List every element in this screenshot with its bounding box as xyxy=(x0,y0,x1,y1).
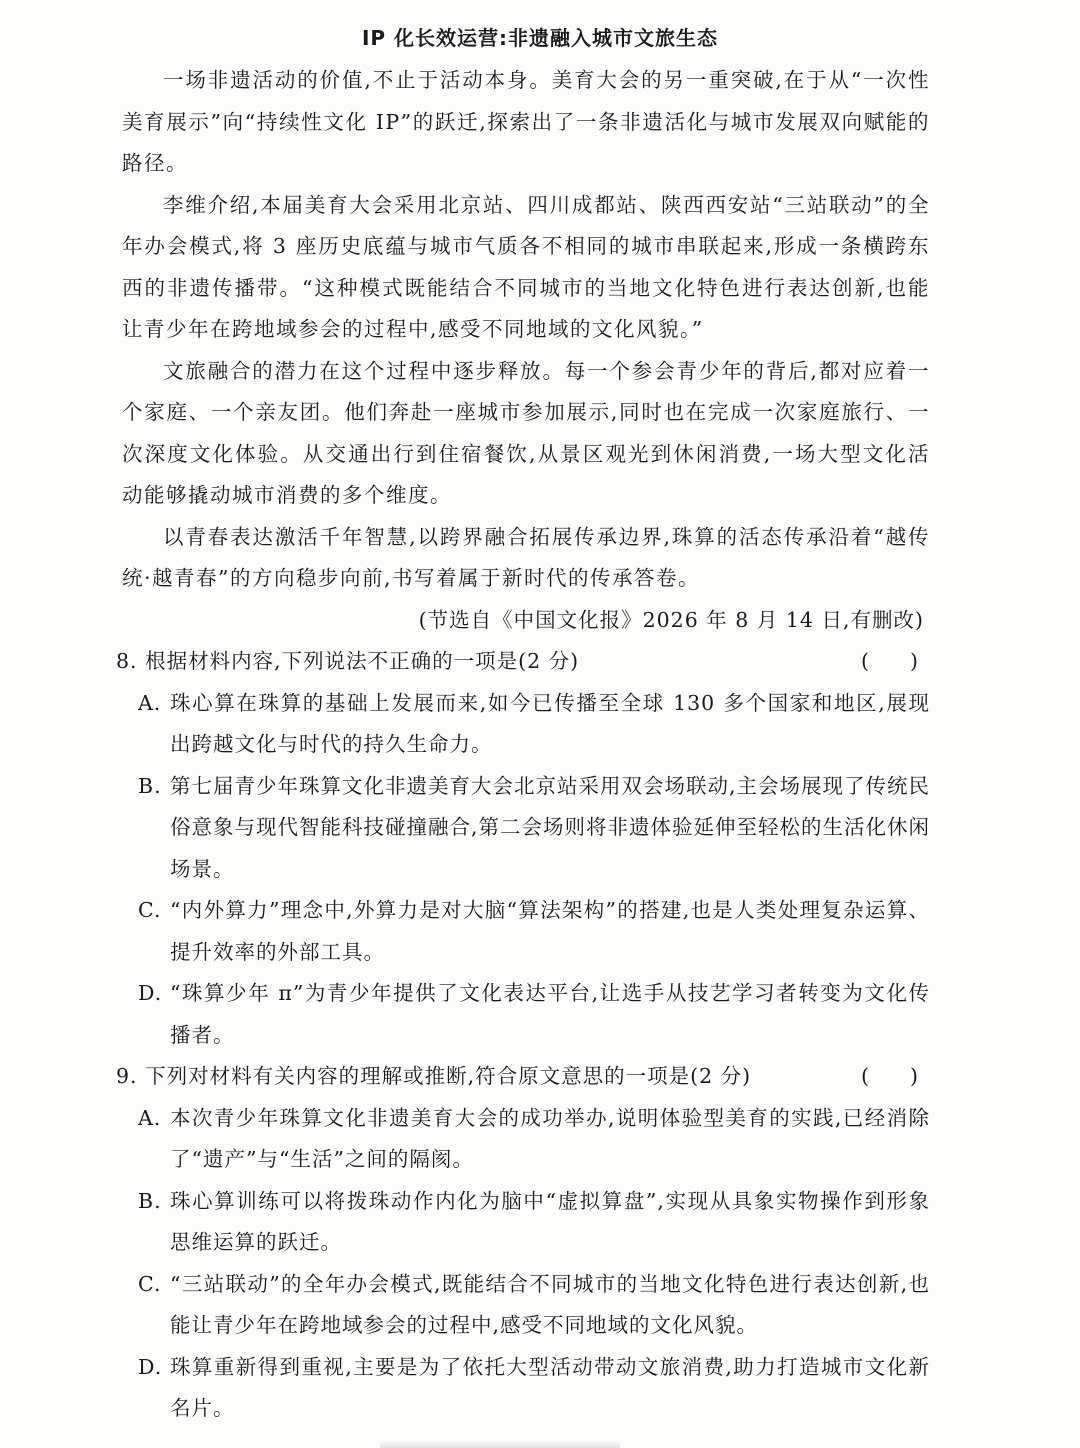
option-a xyxy=(138,683,930,766)
question-stem xyxy=(116,641,930,683)
section-title: IP 化长效运营:非遗融入城市文旅生态 xyxy=(361,26,719,50)
question-stem-text: 8. 根据材料内容,下列说法不正确的一项是(2 分) xyxy=(116,649,580,673)
option-letter: D. xyxy=(138,981,163,1005)
paragraph: 一场非遗活动的价值,不止于活动本身。美育大会的另一重突破,在于从“一次性美育展示”向“持续性文化 IP”的跃迁,探索出了一条非遗活化与城市发展双向赋能的路径。 xyxy=(122,68,930,175)
option-c xyxy=(138,1264,930,1347)
option-letter: D. xyxy=(138,1354,163,1379)
question-8 xyxy=(116,641,931,1056)
option-letter: A. xyxy=(138,1105,162,1130)
option-text: “内外算力”理念中,外算力是对大脑“算法架构”的搭建,也是人类处理复杂运算、提升效率的外部工具。 xyxy=(170,898,930,964)
option-d xyxy=(138,973,930,1056)
option-text: 珠心算训练可以将拨珠动作内化为脑中“虚拟算盘”,实现从具象实物操作到形象思维运算的跃迁。 xyxy=(170,1188,930,1254)
option-b xyxy=(138,1181,930,1264)
paragraph: 文旅融合的潜力在这个过程中逐步释放。每一个参会青少年的背后,都对应着一个家庭、一个亲友团。他们奔赴一座城市参加展示,同时也在完成一次家庭旅行、一次深度文化体验。从交通出行到住宿餐饮,从景区观光到休闲消费,一场大型文化活动能够撬动城市消费的多个维度。 xyxy=(122,358,930,507)
option-a xyxy=(138,1098,930,1181)
question-9 xyxy=(116,1056,930,1430)
question-stem xyxy=(116,1056,930,1098)
article-body xyxy=(116,60,931,1430)
question-stem-text: 9. 下列对材料有关内容的理解或推断,符合原文意思的一项是(2 分) xyxy=(116,1064,752,1088)
option-text: “三站联动”的全年办会模式,既能结合不同城市的当地文化特色进行表达创新,也能让青少年在跨地域参会的过程中,感受不同地域的文化风貌。 xyxy=(170,1271,930,1337)
option-text: 本次青少年珠算文化非遗美育大会的成功举办,说明体验型美育的实践,已经消除了“遗产”与“生活”之间的隔阂。 xyxy=(170,1105,930,1171)
option-b xyxy=(138,766,930,891)
paragraph: 李维介绍,本届美育大会采用北京站、四川成都站、陕西西安站“三站联动”的全年办会模式,将 3 座历史底蕴与城市气质各不相同的城市串联起来,形成一条横跨东西的非遗传播带。“这种模式既能结合不同城市的当地文化特色进行表达创新,也能让青少年在跨地域参会的过程中,感受不同地域的文化风貌。” xyxy=(122,192,930,341)
source-citation: (节选自《中国文化报》2026 年 8 月 14 日,有删改) xyxy=(418,607,924,632)
option-d xyxy=(138,1347,930,1430)
answer-blank: ( ) xyxy=(861,1064,918,1088)
option-letter: B. xyxy=(138,773,162,798)
option-letter: B. xyxy=(138,1188,162,1213)
option-text: 珠心算在珠算的基础上发展而来,如今已传播至全球 130 多个国家和地区,展现出跨越文化与时代的持久生命力。 xyxy=(170,690,930,756)
option-c xyxy=(138,890,930,973)
paragraph: 以青春表达激活千年智慧,以跨界融合拓展传承边界,珠算的活态传承沿着“越传统·越青春”的方向稳步向前,书写着属于新时代的传承答卷。 xyxy=(122,524,930,590)
answer-blank: ( ) xyxy=(861,649,918,673)
option-letter: A. xyxy=(138,690,162,715)
option-text: 第七届青少年珠算文化非遗美育大会北京站采用双会场联动,主会场展现了传统民俗意象与现代智能科技碰撞融合,第二会场则将非遗体验延伸至轻松的生活化休闲场景。 xyxy=(170,773,931,881)
cut-off-next-line xyxy=(380,1440,620,1448)
option-text: “珠算少年 π”为青少年提供了文化表达平台,让选手从技艺学习者转变为文化传播者。 xyxy=(170,981,930,1047)
option-letter: C. xyxy=(138,1271,162,1296)
option-letter: C. xyxy=(138,898,162,922)
option-text: 珠算重新得到重视,主要是为了依托大型活动带动文旅消费,助力打造城市文化新名片。 xyxy=(170,1354,930,1420)
